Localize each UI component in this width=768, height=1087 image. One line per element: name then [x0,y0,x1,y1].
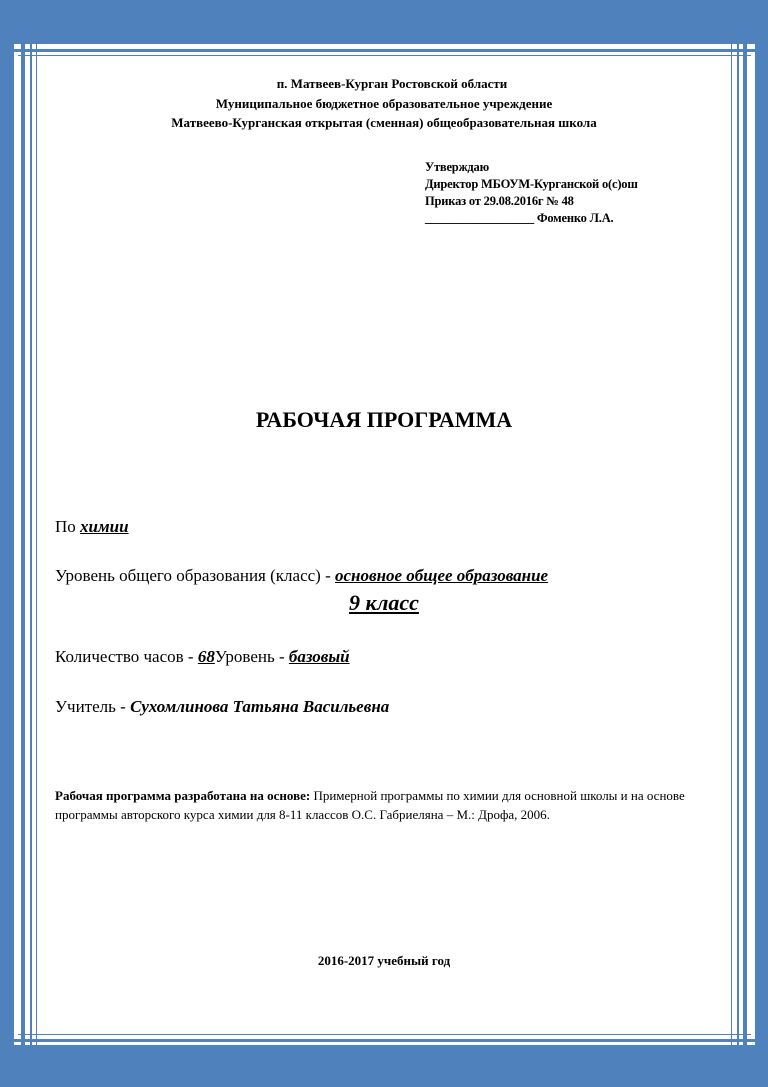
frame-top-thin-line [18,55,751,56]
course-level-value: базовый [288,647,350,666]
approval-signature: __________________ Фоменко Л.А. [425,211,614,225]
frame-bottom-thin-line [18,1034,751,1035]
education-level-label: Уровень общего образования (класс) - [55,566,335,585]
approval-order: Приказ от 29.08.2016г № 48 [425,194,574,208]
education-level-value: основное общее образование [335,566,549,585]
frame-left-thin-line [30,0,32,1087]
program-basis-label: Рабочая программа разработана на основе: [55,788,311,803]
frame-right-bar [755,0,768,1087]
frame-right-hairline [731,44,732,1045]
hours-value: 68 [197,647,215,666]
subject-value: химии [80,517,129,536]
header-school-name: Матвеево-Курганская открытая (сменная) общеобразовательная школа [171,115,597,130]
frame-bottom-line [14,1039,755,1042]
frame-left-hairline [36,44,37,1045]
course-level-label: Уровень - [214,647,289,666]
teacher-label: Учитель - [55,697,131,716]
frame-right-thin-line [737,0,739,1087]
teacher-field [55,697,389,717]
approval-director: Директор МБОУМ-Курганской о(с)ош [425,177,638,191]
document-title: РАБОЧАЯ ПРОГРАММА [255,407,513,432]
frame-top-line [14,49,755,52]
grade-value: 9 класс [349,590,419,615]
frame-bottom-bar [0,1045,768,1087]
header-institution-type: Муниципальное бюджетное образовательное учреждение [215,96,553,111]
education-level-field [55,566,548,586]
teacher-name: Сухомлинова Татьяна Васильевна [130,697,390,716]
header-location: п. Матвеев-Курган Ростовской области [276,76,508,91]
subject-label: По [55,517,81,536]
frame-top-bar [0,0,768,44]
subject-field [55,517,129,537]
hours-label: Количество часов - [55,647,198,666]
program-basis-paragraph [55,786,700,824]
frame-left-bar [0,0,14,1087]
frame-left-line [21,0,25,1087]
academic-year: 2016-2017 учебный год [317,953,451,968]
approval-heading: Утверждаю [425,160,489,174]
program-basis-text: Примерной программы по химии для основной школы и на основе программы авторского курса химии для 8-11 классов О.С. Габриеляна – М.: Дрофа, 2006. [55,788,685,822]
hours-field [55,647,350,667]
frame-right-line [743,0,747,1087]
